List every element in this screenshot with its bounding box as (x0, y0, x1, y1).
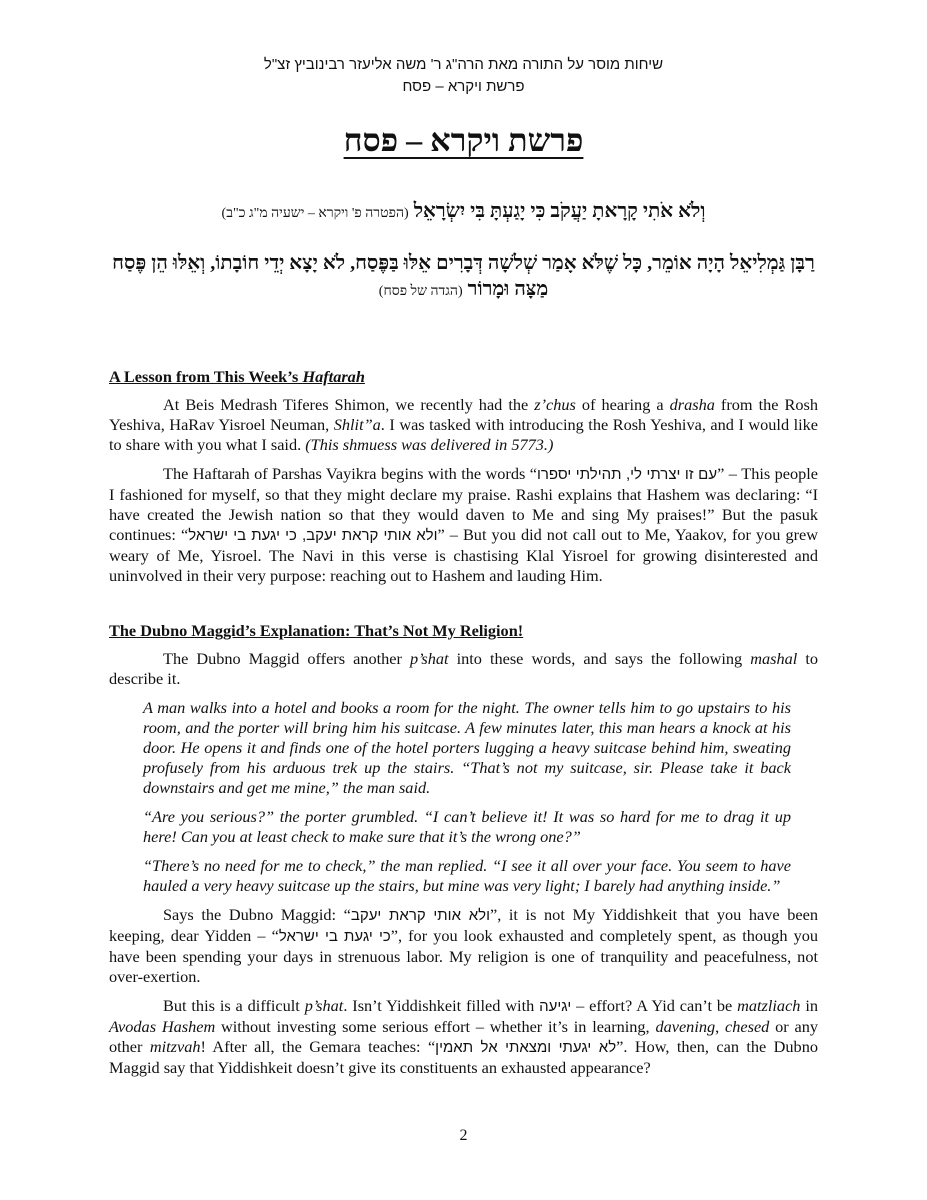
hebrew-phrase: ולא אותי קראת יעקב, כי יגעת בי ישראל (188, 527, 438, 544)
text-run: in (800, 996, 818, 1015)
text-run: or any other (109, 1017, 819, 1056)
text-run: ” – But you did not call out to Me, Yaakov, for you grew weary of Me, Yisroel. The Navi in this verse is chastising Klal Yisroel for growing disinterested and uninvolved in their very purpose: reaching out to Hashem and lauding Him. (109, 525, 818, 585)
text-run: “Are you serious?” the porter grumbled. “I can’t believe it! It was so hard for me to drag it up here! Can you at least check to make sure that it’s the wrong one?” (143, 807, 791, 846)
mashal-paragraph (143, 807, 791, 847)
text-run: of hearing a (575, 395, 670, 414)
emphasized-text: mitzvah (149, 1037, 201, 1056)
text-run: ”, for you look exhausted and completely spent, as though you have been spending your days in strenuous labor. My religion is one of tranquility and peacefulness, not over-exertion. (109, 926, 818, 986)
mashal-paragraph (143, 856, 791, 896)
quote-text: רַבָּן גַּמְלִיאֵל הָיָה אוֹמֵר, כָּל שֶׁלֹּא אָמַר שְׁלשָׁה דְּבָרִים אֵלּוּ בַּפֶּסַח, לֹא יָצָא יְדֵי חוֹבָתוֹ, וְאֵלּוּ הֵן פֶּסַח מַצָּה וּמָרוֹר (112, 252, 815, 300)
hebrew-phrase: כי יגעת בי ישראל (278, 928, 391, 945)
verse-text: וְלֹא אֹתִי קָרָאתָ יַעֲקֹב כִּי יָגַעְתָּ בִּי יִשְׂרָאֵל (413, 200, 706, 222)
emphasized-text: p’shat (304, 996, 344, 1015)
hebrew-phrase: לא יגעתי ומצאתי אל תאמין (435, 1039, 617, 1056)
emphasized-text: Shlit”a (333, 415, 381, 434)
emphasized-text: matzliach (737, 996, 801, 1015)
section-dubno-maggid (109, 621, 818, 1087)
haggadah-quote (100, 250, 827, 305)
text-run: ! After all, the Gemara teaches: “ (200, 1037, 436, 1056)
section-heading (109, 367, 818, 387)
text-run: The Haftarah of Parshas Vayikra begins with the words “ (163, 464, 537, 483)
running-header-parsha: פרשת ויקרא – פסח (402, 78, 525, 95)
emphasized-text: z’chus (534, 395, 576, 414)
text-run: to describe it. (109, 649, 818, 688)
text-run: But this is a difficult (163, 996, 305, 1015)
quote-source: (הגדה של פסח) (378, 284, 463, 299)
text-run: ”. How, then, can the Dubno Maggid say that Yiddishkeit doesn’t give its constituents an exhausted appearance? (109, 1037, 818, 1077)
text-run: The Dubno Maggid’s Explanation: That’s Not My Religion! (109, 621, 524, 640)
emphasized-text: mashal (750, 649, 798, 668)
body-paragraph (109, 649, 818, 689)
emphasized-text: p’shat (409, 649, 449, 668)
text-run: into these words, and says the following (448, 649, 751, 668)
text-run: Says the Dubno Maggid: “ (163, 905, 351, 924)
hebrew-phrase: יגיעה (539, 998, 572, 1015)
emphasized-text: davening (655, 1017, 716, 1036)
text-run: – effort? A Yid can’t be (571, 996, 738, 1015)
emphasized-text: chesed (725, 1017, 770, 1036)
hebrew-phrase: עם זו יצרתי לי, תהילתי יספרו (536, 466, 718, 483)
page-number: 2 (459, 1127, 468, 1144)
text-run: ”, it is not My Yiddishkeit that you have been keeping, dear Yidden – “ (109, 905, 818, 945)
opening-verse (100, 198, 827, 227)
emphasized-text: Haftarah (302, 367, 365, 386)
text-run: from the Rosh Yeshiva, HaRav Yisroel Neuman, (109, 395, 819, 434)
text-run: At Beis Medrash Tiferes Shimon, we recently had the (163, 395, 535, 414)
text-run: . Isn’t Yiddishkeit filled with (343, 996, 540, 1015)
body-paragraph (109, 996, 818, 1078)
mashal-paragraph (143, 698, 791, 798)
body-paragraph (109, 905, 818, 987)
body-paragraph (109, 464, 818, 586)
page-title: פרשת ויקרא – פסח (343, 122, 584, 158)
emphasized-text: (This shmuess was delivered in 5773.) (305, 435, 554, 454)
text-run: A man walks into a hotel and books a room for the night. The owner tells him to go upstairs to his room, and the porter will bring him his suitcase. A few minutes later, this man hears a knock at his door. He opens it and finds one of the hotel porters lugging a heavy suitcase behind him, sweating profusely from his arduous trek up the stairs. “That’s not my suitcase, sir. Please take it back downstairs and get me mine,” the man said. (143, 698, 791, 797)
text-run: “There’s no need for me to check,” the man replied. “I see it all over your face. You seem to have hauled a very heavy suitcase up the stairs, but mine was very light; I barely had anything inside.” (143, 856, 791, 895)
text-run: without investing some serious effort – whether it’s in learning, (215, 1017, 656, 1036)
running-header-title: שיחות מוסר על התורה מאת הרה"ג ר' משה אליעזר רבינוביץ זצ"ל (263, 56, 664, 73)
text-run: ” – This people I fashioned for myself, so that they might declare my praise. Rashi explains that Hashem was declaring: “I have created the Jewish nation so that they would daven to Me and sing My praises!” But the pasuk continues: “ (109, 464, 818, 544)
text-run: The Dubno Maggid offers another (163, 649, 410, 668)
text-run: . I was tasked with introducing the Rosh Yeshiva, and I would like to share with you what I said. (109, 415, 819, 454)
emphasized-text: Avodas Hashem (109, 1017, 216, 1036)
section-haftarah-lesson (109, 367, 818, 595)
section-heading (109, 621, 818, 641)
text-run: A Lesson from This Week’s (109, 367, 303, 386)
text-run: , (715, 1017, 726, 1036)
hebrew-phrase: ולא אותי קראת יעקב (350, 907, 490, 924)
emphasized-text: drasha (669, 395, 715, 414)
body-paragraph (109, 395, 818, 455)
verse-source: (הפטרה פ' ויקרא – ישעיה מ"ג כ"ב) (221, 206, 409, 221)
